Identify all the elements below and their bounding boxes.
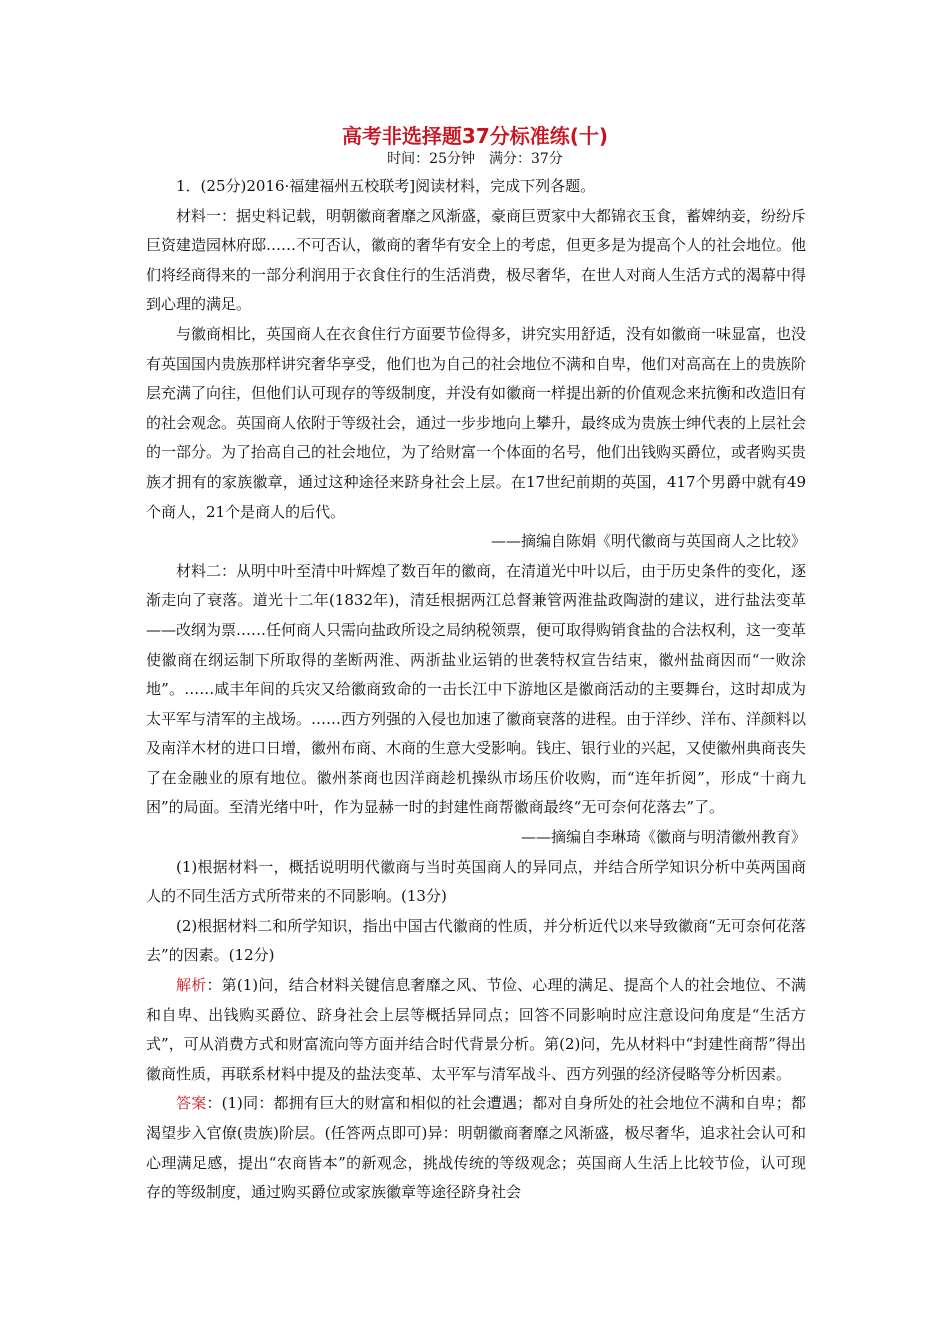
analysis-text: ：第(1)问，结合材料关键信息奢靡之风、节俭、心理的满足、提高个人的社会地位、不满和自卑、出钱购买爵位、跻身社会上层等概括异同点；回答不同影响时应注意设问角度是“生活方式”，可从消费方式和财富流向等方面并结合时代背景分析。第(2)问，先从材料中“封建性商帮”得出徽商性质，再联系材料中提及的盐法变革、太平军与清军战斗、西方列强的经济侵略等分析因素。: [146, 976, 806, 1083]
material-two-source: ——摘编自李琳琦《徽商与明清徽州教育》: [520, 828, 806, 847]
answer-label: 答案: [176, 1094, 207, 1113]
sub-question-1: (1)根据材料一，概括说明明代徽商与当时英国商人的异同点，并结合所学知识分析中英两国商人的不同生活方式所带来的不同影响。(13分): [146, 857, 806, 906]
material-one-paragraph-2: 与徽商相比，英国商人在衣食住行方面要节俭得多，讲究实用舒适，没有如徽商一味显富，也没有英国国内贵族那样讲究奢华享受，他们也为自己的社会地位不满和自卑，他们对高高在上的贵族阶层充满了向往，但他们认可现存的等级制度，并没有如徽商一样提出新的价值观念来抗衡和改造旧有的社会观念。英国商人依附于等级社会，通过一步步地向上攀升，最终成为贵族士绅代表的上层社会的一部分。为了抬高自己的社会地位，为了给财富一个体面的名号，他们出钱购买爵位，或者购买贵族才拥有的家族徽章，通过这种途径来跻身社会上层。在17世纪前期的英国，417个男爵中就有49个商人，21个是商人的后代。: [146, 324, 807, 521]
material-one-paragraph-1: 材料一：据史料记载，明朝徽商奢靡之风渐盛，豪商巨贾家中大都锦衣玉食，蓄婢纳妾，纷纷斥巨资建造园林府邸……不可否认，徽商的奢华有安全上的考虑，但更多是为提高个人的社会地位。他们将经商得来的一部分利润用于衣食住行的生活消费，极尽奢华，在世人对商人生活方式的渴幕中得到心理的满足。: [146, 206, 807, 314]
material-two-paragraph: 材料二：从明中叶至清中叶辉煌了数百年的徽商，在清道光中叶以后，由于历史条件的变化，逐渐走向了衰落。道光十二年(1832年)，清廷根据两江总督兼管两淮盐政陶澍的建议，进行盐法变革——改纲为票……任何商人只需向盐政所设之局纳税领票，便可取得购销食盐的合法权利，这一变革使徽商在纲运制下所取得的垄断两淮、两浙盐业运销的世袭特权宣告结束，徽州盐商因而“一败涂地”。……咸丰年间的兵灾又给徽商致命的一击长江中下游地区是徽商活动的主要舞台，这时却成为太平军与清军的主战场。……西方列强的入侵也加速了徽商衰落的进程。由于洋纱、洋布、洋颜料以及南洋木材的进口日增，徽州布商、木商的生意大受影响。钱庄、银行业的兴起，又使徽州典商丧失了在金融业的原有地位。徽州茶商也因洋商趁机操纵市场压价收购，而“连年折阅”，形成“十商九困”的局面。至清光绪中叶，作为显赫一时的封建性商帮徽商最终“无可奈何花落去”了。: [146, 561, 807, 817]
question-body: [146, 172, 806, 1208]
answer-paragraph: [146, 1089, 806, 1207]
answer-text: ：(1)同：都拥有巨大的财富和相似的社会遭遇；都对自身所处的社会地位不满和自卑；都渴望步入官僚(贵族)阶层。(任答两点即可)异：明朝徽商奢靡之风渐盛，极尽奢华，追求社会认可和心理满足感，提出“农商皆本”的新观念，挑战传统的等级观念；英国商人生活上比较节俭，认可现存的等级制度，通过购买爵位或家族徽章等途径跻身社会: [146, 1094, 806, 1202]
sub-question-2: (2)根据材料二和所学知识，指出中国古代徽商的性质，并分析近代以来导致徽商“无可奈何花落去”的因素。(12分): [146, 916, 806, 965]
page-title: 高考非选择题37分标准练(十): [341, 124, 609, 148]
time-score-info: 时间：25分钟 满分：37分: [387, 151, 563, 167]
question-intro: 1．(25分)2016·福建福州五校联考]阅读材料，完成下列各题。: [176, 177, 596, 195]
material-one-source: ——摘编自陈娟《明代徽商与英国商人之比较》: [490, 532, 806, 551]
analysis-paragraph: [146, 971, 806, 1089]
analysis-label: 解析: [176, 976, 207, 995]
